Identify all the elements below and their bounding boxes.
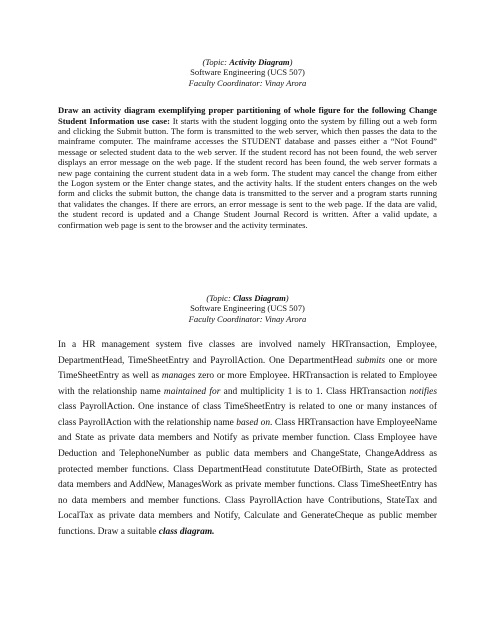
topic-close: ) (289, 57, 293, 67)
relationship-name: manages (161, 371, 196, 382)
activity-question-lead: Draw an activity diagram exemplifying proper partitioning of whole figure for the following Change Student Information use case: (58, 105, 437, 126)
text-run: In a HR management system five classes are involved namely HRTransaction, Employee, DepartmentHead, TimeSheetEntry and PayrollAction. One DepartmentHead (58, 339, 437, 366)
class-topic-name: Class Diagram (233, 292, 286, 303)
activity-topic-name: Activity Diagram (229, 57, 290, 67)
class-course-line: Software Engineering (UCS 507) (190, 303, 305, 314)
text-run: . Class HRTransaction have EmployeeName and State as private data members and Notify as private member function. Class Employee have Deduction and TelephoneNumber as public data members and ChangeState, ChangeAddress as protected member functions. Class DepartmentHead constitutute DateOfBirth, State as protected data members and AddNew, ManagesWork as private member functions. Class TimeSheetEntry has no data members and member functions. Class PayrollAction have Contributions, StateTax and LocalTax as private data members and Notify, Calculate and GenerateCheque as public member functions. Draw a suitable (58, 417, 437, 538)
relationship-name: based on (236, 417, 271, 428)
topic-close: ) (285, 292, 289, 303)
activity-question (58, 105, 437, 230)
class-diagram-emphasis: class diagram. (158, 527, 215, 538)
topic-open: (Topic: (206, 292, 233, 303)
activity-question-body: It starts with the student logging onto the system by filling out a web form and clicking the Submit button. The form is transmitted to the web server, which then passes the data to the mainframe computer. The mainframe accesses the STUDENT database and passes either a “Not Found” message or selected student data to the web server. If the student record has not been found, the web server displays an error message on the web page. If the student record has been found, the web server formats a new page containing the current student data in a web form. The student may cancel the change from either the Logon system or the Enter change states, and the activity halts. If the student enters changes on the web form and clicks the submit button, the change data is transmitted to the server and a program starts running that validates the changes. If there are errors, an error message is sent to the web page. If the data are valid, the student record is updated and a Change Student Journal Record is written. After a valid update, a confirmation web page is sent to the browser and the activity terminates. (58, 115, 437, 230)
activity-course-line: Software Engineering (UCS 507) (190, 67, 305, 78)
class-section-header (58, 293, 437, 324)
text-run: zero or more Employee. HRTransaction is related to Employee with the relationship name (58, 371, 437, 397)
text-run: and multiplicity 1 is to 1. Class HRTransaction (220, 386, 410, 397)
text-run: one or more TimeSheetEntry as well as (58, 355, 438, 382)
relationship-name: submits (356, 355, 385, 366)
activity-coordinator-line: Faculty Coordinator: Vinay Arora (188, 77, 307, 88)
activity-topic-line (58, 57, 437, 67)
class-topic-line (58, 293, 437, 303)
activity-section-header (58, 57, 437, 88)
topic-open: (Topic: (202, 57, 230, 67)
relationship-name: notifies (409, 386, 437, 397)
class-coordinator-line: Faculty Coordinator: Vinay Arora (188, 313, 307, 324)
text-run: class PayrollAction. One instance of class TimeSheetEntry is related to one or many instances of class PayrollAction with the relationship name (58, 402, 437, 428)
class-question (58, 338, 437, 541)
section-gap (58, 239, 437, 293)
relationship-name: maintained for (163, 386, 221, 397)
